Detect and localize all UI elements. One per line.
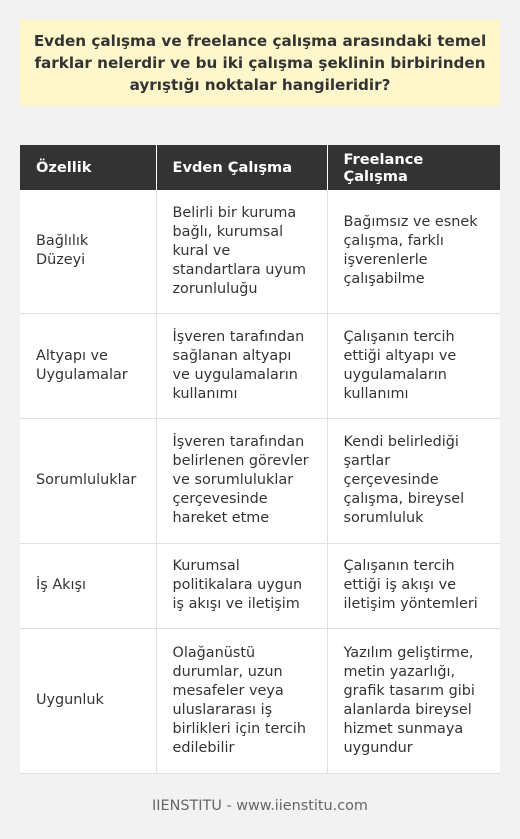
title-banner [20, 19, 500, 106]
table-cell: Altyapı ve Uygulamalar [20, 313, 156, 418]
table-cell: Uygunluk [20, 628, 156, 773]
table-cell: Yazılım geliştirme, metin yazarlığı, grafik tasarım gibi alanlarda bireysel hizmet sunmaya uygundur [327, 628, 500, 773]
page-title: Evden çalışma ve freelance çalışma arasındaki temel farklar nelerdir ve bu iki çalışma şeklinin birbirinden ayrıştığı noktalar hangileridir? [33, 31, 487, 94]
footer-credit: IIENSTITU - www.iienstitu.com [152, 798, 368, 814]
column-header-ozellik: Özellik [20, 145, 156, 190]
table-cell: Sorumluluklar [20, 418, 156, 543]
table-cell: Bağlılık Düzeyi [20, 190, 156, 313]
table-cell: Olağanüstü durumlar, uzun mesafeler veya uluslararası iş birlikleri için tercih edilebilir [156, 628, 327, 773]
table-cell: Bağımsız ve esnek çalışma, farklı işverenlerle çalışabilme [327, 190, 500, 313]
table-row [20, 313, 500, 418]
table-cell: Belirli bir kuruma bağlı, kurumsal kural ve standartlara uyum zorunluluğu [156, 190, 327, 313]
table-cell: Çalışanın tercih ettiği iş akışı ve iletişim yöntemleri [327, 543, 500, 628]
table-row [20, 418, 500, 543]
table-cell: İşveren tarafından sağlanan altyapı ve uygulamaların kullanımı [156, 313, 327, 418]
table-header-row [20, 145, 500, 190]
column-header-freelance-calisma: Freelance Çalışma [327, 145, 500, 190]
table-cell: İş Akışı [20, 543, 156, 628]
table-cell: Kurumsal politikalara uygun iş akışı ve iletişim [156, 543, 327, 628]
column-header-evden-calisma: Evden Çalışma [156, 145, 327, 190]
table-row [20, 190, 500, 313]
table-row [20, 543, 500, 628]
table-cell: İşveren tarafından belirlenen görevler ve sorumluluklar çerçevesinde hareket etme [156, 418, 327, 543]
table-cell: Kendi belirlediği şartlar çerçevesinde çalışma, bireysel sorumluluk [327, 418, 500, 543]
comparison-table [20, 145, 500, 774]
table-row [20, 628, 500, 773]
table-cell: Çalışanın tercih ettiği altyapı ve uygulamaların kullanımı [327, 313, 500, 418]
